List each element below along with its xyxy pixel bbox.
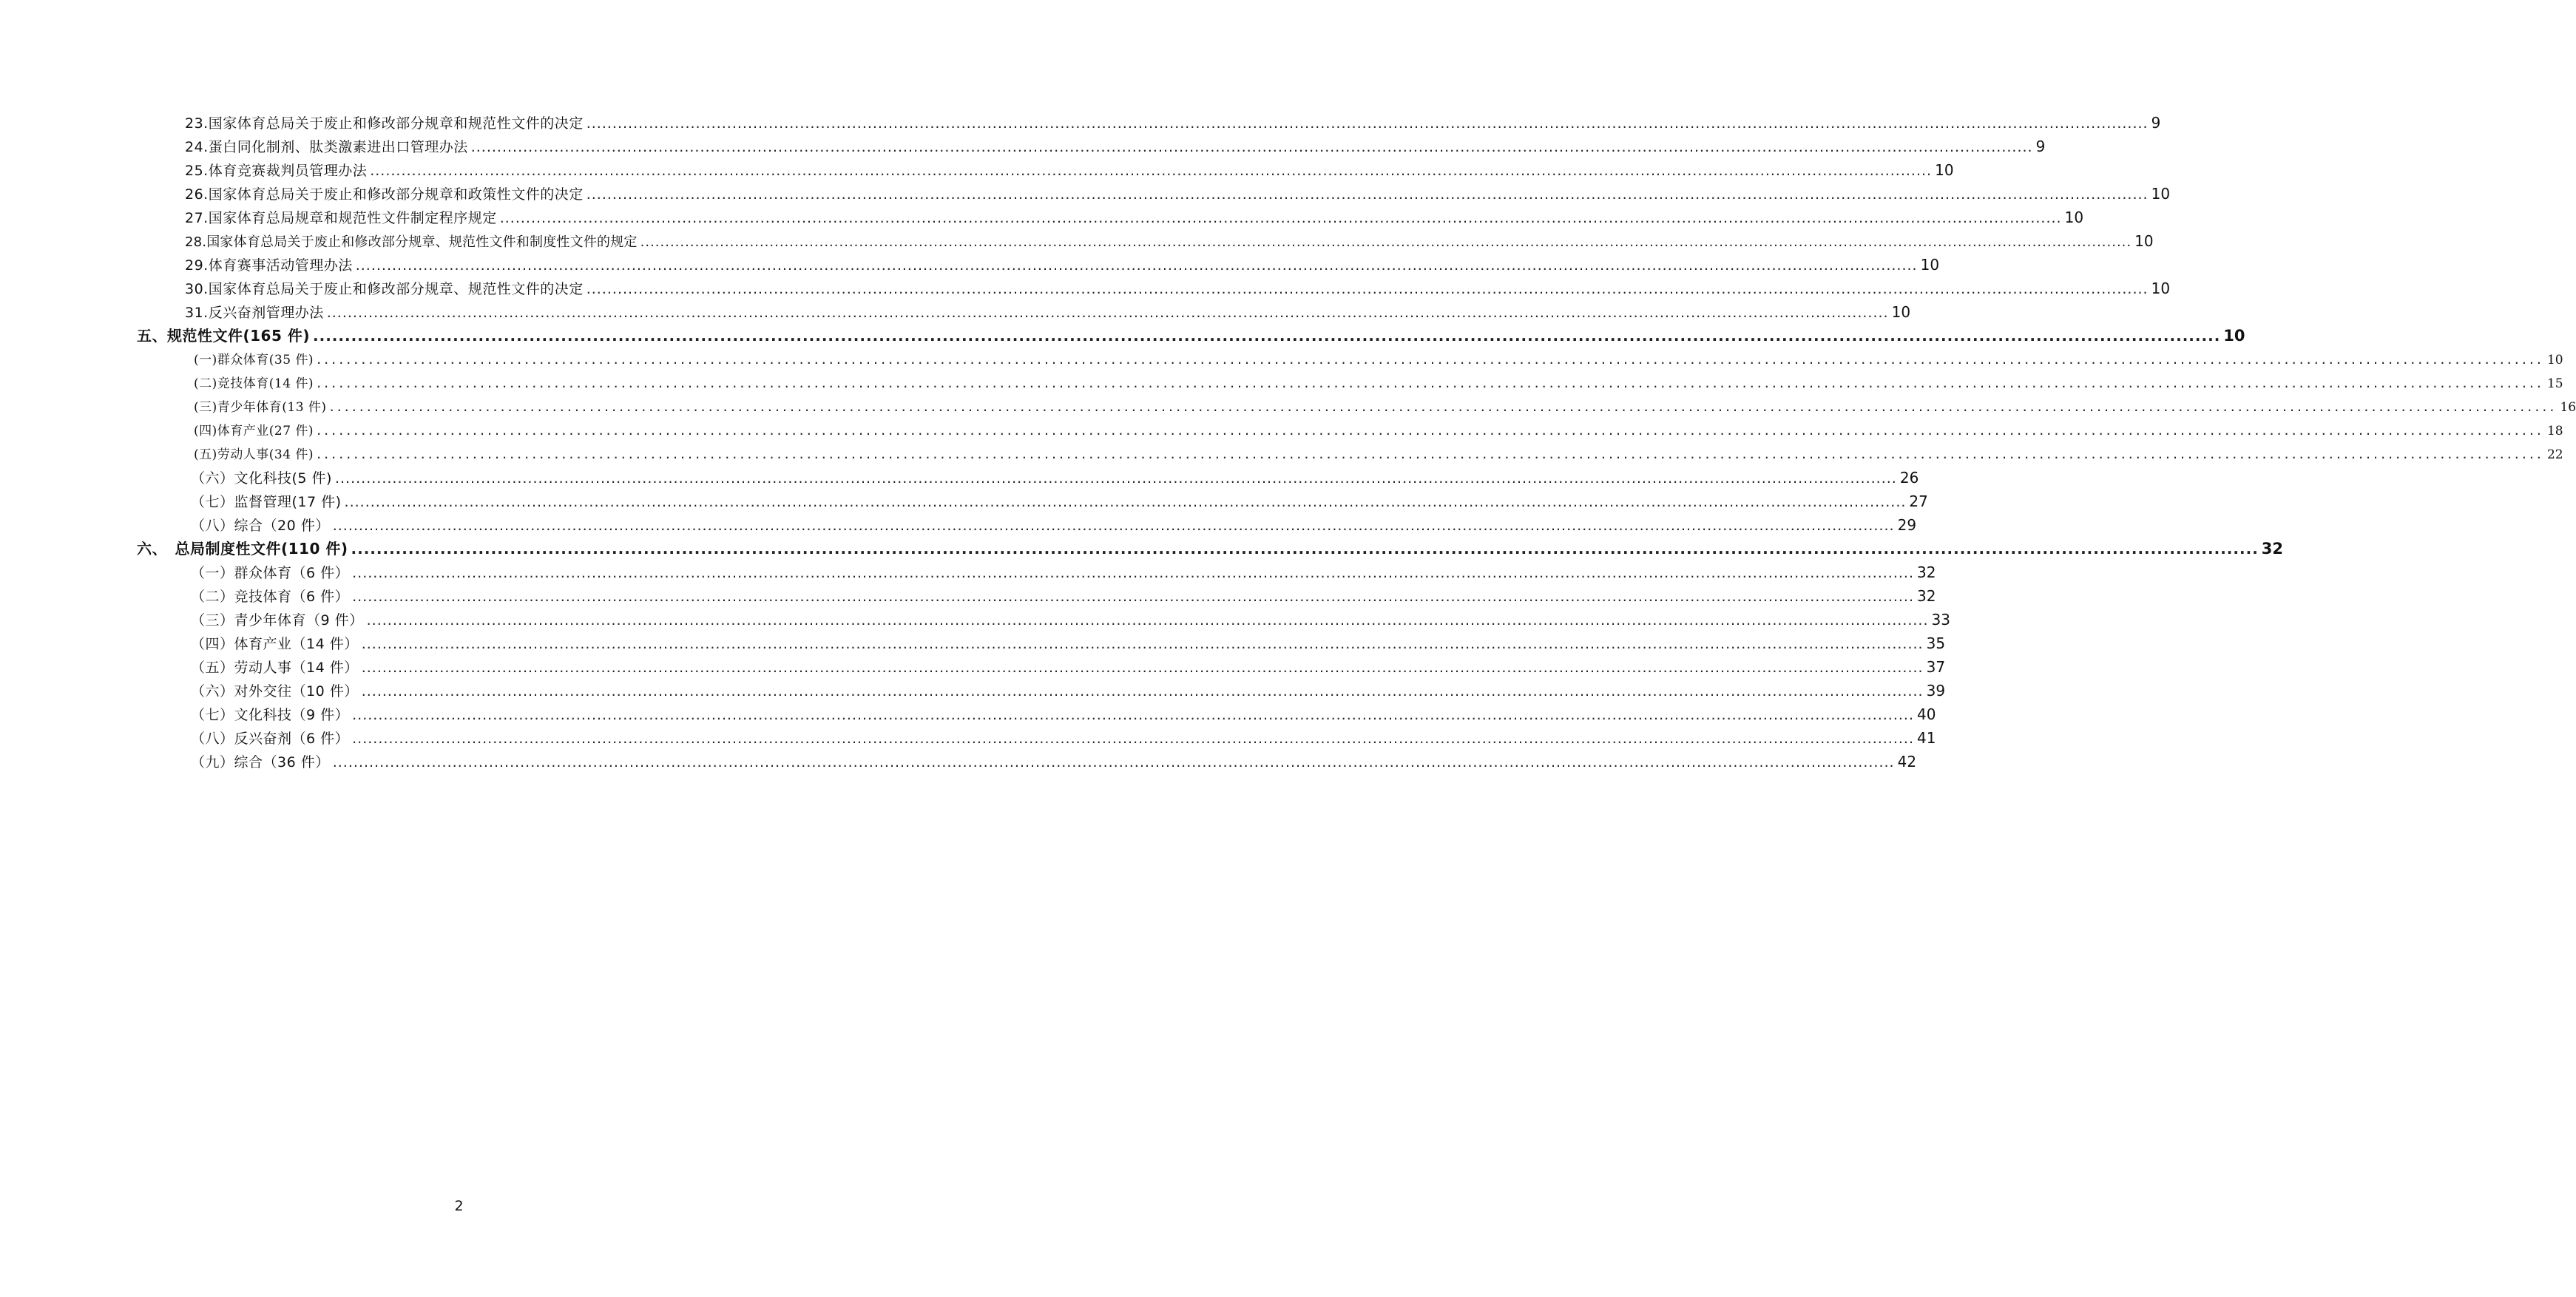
toc-entry[interactable] bbox=[185, 229, 2154, 253]
dot-leader: ............................................................................................................................................................................................................................................................................................................ bbox=[640, 234, 2132, 250]
toc-entry[interactable] bbox=[191, 466, 1919, 490]
toc-entry[interactable] bbox=[194, 371, 2563, 395]
toc-entry-title: (三)青少年体育(13 件) bbox=[194, 400, 327, 415]
toc-entry[interactable] bbox=[194, 442, 2563, 466]
toc-entry-page: 26 bbox=[1899, 469, 1919, 487]
toc-entry[interactable] bbox=[185, 253, 1940, 277]
toc-entry-page: 10 bbox=[2223, 327, 2245, 345]
toc-entry-title: 30.国家体育总局关于废止和修改部分规章、规范性文件的决定 bbox=[185, 281, 584, 297]
dot-leader: ............................................................................................................................................................................................................................................................................................................ bbox=[470, 139, 2033, 155]
toc-entry-page: 29 bbox=[1897, 516, 1917, 534]
toc-entry-page: 15 bbox=[2546, 376, 2563, 391]
toc-entry[interactable] bbox=[191, 702, 1936, 726]
toc-entry-title: （二）竞技体育（6 件） bbox=[191, 589, 350, 605]
toc-entry[interactable] bbox=[191, 513, 1917, 537]
toc-entry[interactable] bbox=[185, 206, 2084, 229]
dot-leader: ............................................................................................................................................................................................................................................................................................................ bbox=[334, 470, 1897, 487]
toc-entry[interactable] bbox=[185, 158, 1954, 182]
toc-section-heading[interactable] bbox=[137, 324, 2245, 348]
toc-entry[interactable] bbox=[194, 348, 2563, 371]
dot-leader: ............................................................................................................................................................................................................................................................................................................ bbox=[326, 305, 1889, 321]
dot-leader: ............................................................................................................................................................................................................................................................................................................ bbox=[366, 612, 1929, 629]
toc-entry[interactable] bbox=[185, 111, 2161, 135]
toc-entry-page: 10 bbox=[2151, 185, 2171, 203]
toc-entry-title: （三）青少年体育（9 件） bbox=[191, 612, 364, 629]
toc-entry-title: 31.反兴奋剂管理办法 bbox=[185, 305, 324, 321]
toc-entry-title: （九）综合（36 件） bbox=[191, 754, 330, 771]
toc-entry-title: 26.国家体育总局关于废止和修改部分规章和政策性文件的决定 bbox=[185, 186, 584, 203]
toc-entry-page: 41 bbox=[1917, 729, 1936, 747]
toc-entry-title: 29.体育赛事活动管理办法 bbox=[185, 257, 353, 274]
toc-entry-title: 28.国家体育总局关于废止和修改部分规章、规范性文件和制度性文件的规定 bbox=[185, 234, 638, 250]
toc-entry-title: 五、规范性文件(165 件) bbox=[137, 327, 310, 345]
dot-leader: ............................................................................................................................................................................................................................................................................................................ bbox=[352, 731, 1915, 747]
toc-entry-title: （四）体育产业（14 件） bbox=[191, 636, 359, 652]
toc-entry[interactable] bbox=[185, 182, 2171, 206]
toc-entry-page: 32 bbox=[1917, 563, 1936, 581]
toc-entry-title: （七）文化科技（9 件） bbox=[191, 707, 350, 723]
toc-entry-page: 10 bbox=[2546, 353, 2563, 368]
toc-entry-title: 25.体育竞赛裁判员管理办法 bbox=[185, 163, 368, 179]
dot-leader: ............................................................................................................................................................................................................................................................................................................ bbox=[352, 565, 1915, 581]
toc-entry[interactable] bbox=[191, 726, 1936, 750]
toc-entry-page: 22 bbox=[2546, 447, 2563, 462]
toc-entry[interactable] bbox=[185, 300, 1911, 324]
toc-entry-page: 16 bbox=[2560, 400, 2576, 415]
toc-entry-page: 40 bbox=[1917, 705, 1936, 723]
dot-leader: ............................................................................................................................................................................................................................................................................................................ bbox=[361, 660, 1924, 676]
toc-entry-page: 10 bbox=[1891, 303, 1911, 321]
dot-leader: ............................................................................................................................................................................................................................................................................................................ bbox=[586, 281, 2149, 297]
toc-entry[interactable] bbox=[185, 277, 2171, 300]
toc-entry-page: 9 bbox=[2151, 114, 2161, 132]
toc-entry[interactable] bbox=[191, 679, 1946, 702]
dot-leader: ............................................................................................................................................................................................................................................................................................................ bbox=[332, 754, 1895, 771]
toc-entry-page: 10 bbox=[2064, 209, 2084, 226]
toc-entry-page: 10 bbox=[1935, 161, 1954, 179]
toc-entry-title: 六、 总局制度性文件(110 件) bbox=[137, 540, 348, 558]
toc-entry-title: （七）监督管理(17 件) bbox=[191, 494, 342, 510]
dot-leader: ............................................................................................................................................................................................................................................................................................................ bbox=[370, 163, 1933, 179]
toc-entry[interactable] bbox=[185, 135, 2046, 158]
toc-entry-title: (一)群众体育(35 件) bbox=[194, 353, 314, 368]
toc-entry-title: (四)体育产业(27 件) bbox=[194, 424, 314, 438]
toc-entry-page: 32 bbox=[2261, 540, 2284, 558]
toc-entry[interactable] bbox=[191, 631, 1946, 655]
toc-entry-page: 10 bbox=[2151, 280, 2171, 297]
toc-entry-title: 24.蛋白同化制剂、肽类激素进出口管理办法 bbox=[185, 139, 468, 155]
toc-entry-title: （六）文化科技(5 件) bbox=[191, 470, 332, 487]
dot-leader: ............................................................................................................................................................................................................................................................................................................ bbox=[329, 399, 2558, 415]
toc-entry-page: 10 bbox=[1920, 256, 1940, 274]
toc-entry-title: （五）劳动人事（14 件） bbox=[191, 660, 359, 676]
toc-entry[interactable] bbox=[191, 608, 1950, 631]
dot-leader: ............................................................................................................................................................................................................................................................................................................ bbox=[586, 186, 2149, 203]
dot-leader: ............................................................................................................................................................................................................................................................................................................ bbox=[361, 636, 1924, 652]
dot-leader: ............................................................................................................................................................................................................................................................................................................ bbox=[352, 707, 1915, 723]
dot-leader: ............................................................................................................................................................................................................................................................................................................ bbox=[499, 210, 2062, 226]
dot-leader: ............................................................................................................................................................................................................................................................................................................ bbox=[313, 327, 2221, 345]
dot-leader: ............................................................................................................................................................................................................................................................................................................ bbox=[351, 540, 2259, 558]
toc-entry-title: (五)劳动人事(34 件) bbox=[194, 447, 314, 462]
dot-leader: ............................................................................................................................................................................................................................................................................................................ bbox=[586, 115, 2149, 132]
toc-entry-page: 27 bbox=[1909, 492, 1928, 510]
toc-entry-page: 37 bbox=[1926, 658, 1946, 676]
dot-leader: ............................................................................................................................................................................................................................................................................................................ bbox=[344, 494, 1907, 510]
toc-entry[interactable] bbox=[194, 419, 2563, 442]
toc-entry[interactable] bbox=[191, 750, 1917, 773]
toc-entry-page: 42 bbox=[1897, 753, 1917, 771]
toc-entry-title: （六）对外交往（10 件） bbox=[191, 683, 359, 700]
dot-leader: ............................................................................................................................................................................................................................................................................................................ bbox=[361, 683, 1924, 700]
toc-entry[interactable] bbox=[191, 584, 1936, 608]
toc-entry-title: 23.国家体育总局关于废止和修改部分规章和规范性文件的决定 bbox=[185, 115, 584, 132]
toc-entry-page: 35 bbox=[1926, 634, 1946, 652]
dot-leader: ............................................................................................................................................................................................................................................................................................................ bbox=[317, 351, 2544, 368]
toc-entry-page: 39 bbox=[1926, 682, 1946, 700]
toc-section-heading[interactable] bbox=[137, 537, 2284, 561]
toc-entry[interactable] bbox=[191, 561, 1936, 584]
toc-entry-page: 32 bbox=[1917, 587, 1936, 605]
toc-entry[interactable] bbox=[191, 655, 1946, 679]
toc-entry[interactable] bbox=[191, 490, 1928, 513]
dot-leader: ............................................................................................................................................................................................................................................................................................................ bbox=[317, 446, 2544, 462]
toc-entry[interactable] bbox=[194, 395, 2576, 419]
toc-entry-title: （一）群众体育（6 件） bbox=[191, 565, 350, 581]
toc-entry-title: （八）综合（20 件） bbox=[191, 518, 330, 534]
dot-leader: ............................................................................................................................................................................................................................................................................................................ bbox=[352, 589, 1915, 605]
toc-entry-title: 27.国家体育总局规章和规范性文件制定程序规定 bbox=[185, 210, 497, 226]
toc-entry-page: 9 bbox=[2035, 138, 2046, 155]
toc-entry-page: 18 bbox=[2546, 424, 2563, 438]
toc-entry-page: 33 bbox=[1931, 611, 1950, 629]
toc-entry-title: (二)竞技体育(14 件) bbox=[194, 376, 314, 391]
dot-leader: ............................................................................................................................................................................................................................................................................................................ bbox=[317, 375, 2544, 391]
page-number: 2 bbox=[454, 1198, 464, 1214]
dot-leader: ............................................................................................................................................................................................................................................................................................................ bbox=[332, 518, 1895, 534]
toc-entry-page: 10 bbox=[2134, 232, 2154, 250]
dot-leader: ............................................................................................................................................................................................................................................................................................................ bbox=[317, 422, 2544, 438]
dot-leader: ............................................................................................................................................................................................................................................................................................................ bbox=[355, 257, 1918, 274]
toc-entry-title: （八）反兴奋剂（6 件） bbox=[191, 731, 350, 747]
